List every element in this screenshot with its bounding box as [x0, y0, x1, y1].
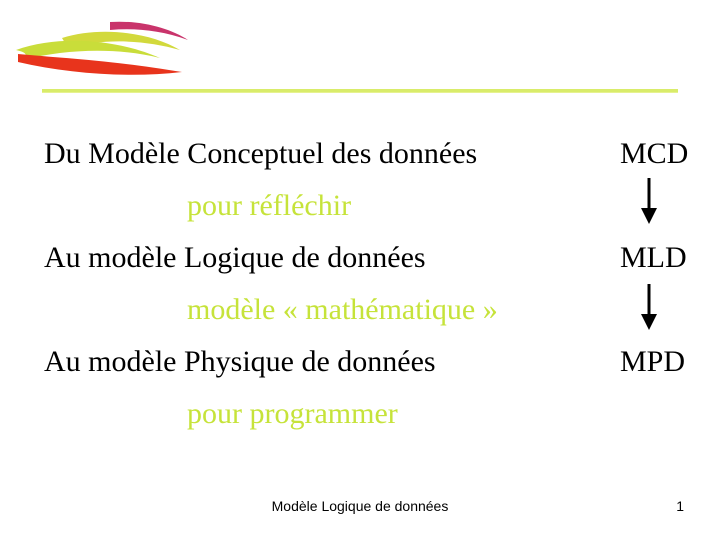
mcd-purpose: pour réfléchir — [187, 189, 352, 222]
footer-title: Modèle Logique de données — [271, 498, 449, 514]
mpd-label: MPD — [620, 345, 686, 378]
arrow-down-icon — [639, 178, 659, 224]
mld-purpose: modèle « mathématique » — [187, 293, 498, 326]
arrow-down-icon — [639, 284, 659, 330]
mpd-line: Au modèle Physique de données — [44, 345, 436, 378]
mcd-label: MCD — [620, 137, 689, 170]
header-divider — [42, 89, 678, 93]
mpd-purpose: pour programmer — [187, 397, 398, 430]
mld-line: Au modèle Logique de données — [44, 241, 426, 274]
mld-label: MLD — [620, 241, 687, 274]
page-number: 1 — [676, 498, 684, 514]
mcd-line: Du Modèle Conceptuel des données — [44, 137, 478, 170]
logo-swoosh-icon — [10, 14, 190, 80]
